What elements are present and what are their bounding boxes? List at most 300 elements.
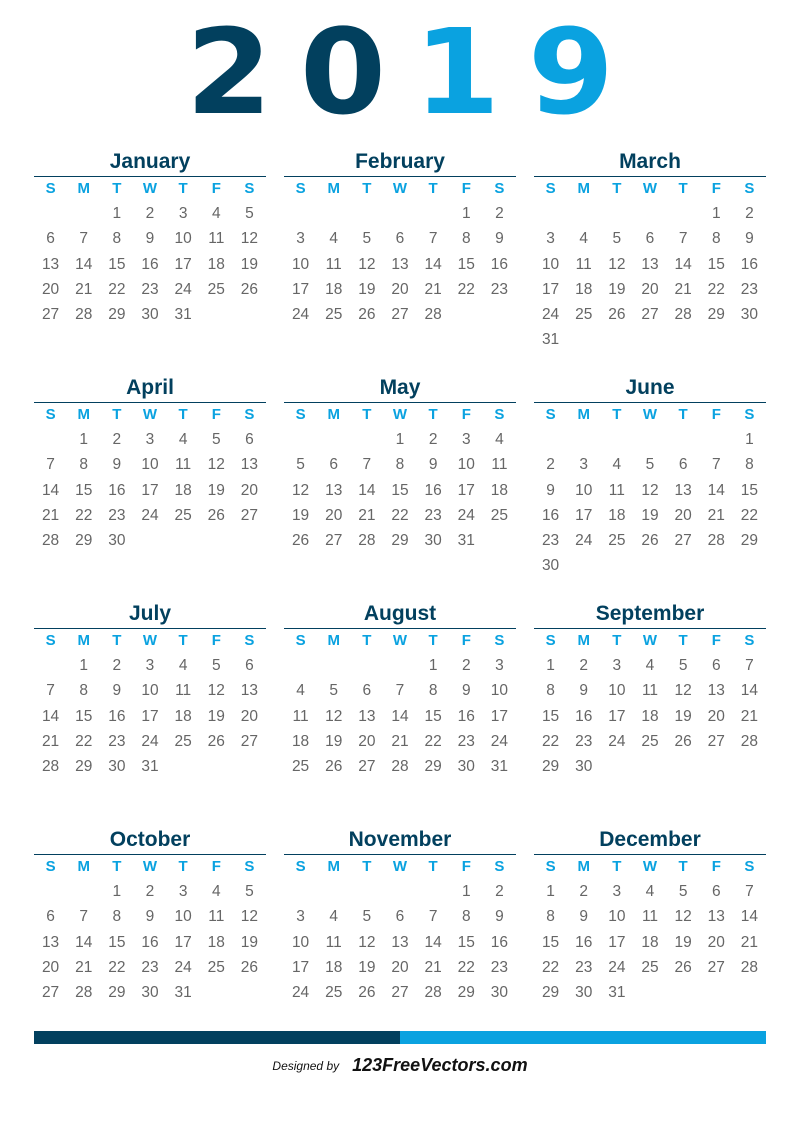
- weekday-header: [34, 177, 266, 201]
- empty-cell: [284, 653, 317, 678]
- weekday-label: W: [642, 180, 658, 197]
- weekday-label: M: [327, 858, 340, 875]
- day-cell: 18: [490, 481, 509, 499]
- month-block-november: [284, 826, 516, 1005]
- day-cell: 15: [541, 933, 560, 951]
- day-cell: 13: [41, 933, 60, 951]
- weekday-label: S: [545, 180, 556, 197]
- day-cell: 14: [674, 255, 692, 273]
- day-cell: 10: [541, 255, 560, 273]
- day-cell: 18: [174, 481, 192, 499]
- weekday-label: T: [678, 180, 688, 197]
- year-digit-1: 2: [185, 3, 273, 141]
- day-cell: 13: [641, 255, 659, 273]
- day-cell: 11: [641, 908, 659, 926]
- day-cell: 1: [461, 205, 471, 222]
- day-cell: 23: [575, 958, 593, 976]
- day-cell: 9: [579, 908, 589, 926]
- empty-cell: [67, 879, 100, 904]
- empty-cell: [34, 879, 67, 904]
- day-cell: 25: [174, 506, 192, 524]
- day-cell: 17: [575, 506, 593, 524]
- weekday-label: S: [45, 632, 56, 649]
- day-cell: 12: [641, 481, 659, 499]
- month-name: May: [379, 376, 421, 399]
- day-cell: 16: [108, 481, 126, 499]
- day-cell: 5: [329, 682, 339, 700]
- weekday-label: T: [178, 180, 188, 197]
- day-cell: 16: [740, 255, 759, 273]
- day-cell: 14: [391, 707, 409, 725]
- day-cell: 8: [79, 682, 89, 700]
- day-cell: 4: [329, 908, 339, 926]
- day-cell: 18: [291, 732, 310, 750]
- day-cell: 20: [707, 707, 725, 725]
- day-cell: 31: [490, 758, 509, 776]
- weekday-label: F: [461, 632, 471, 649]
- day-cell: 11: [608, 481, 625, 499]
- year-digit-2: 0: [299, 3, 387, 141]
- footer-color-bar: [34, 1031, 766, 1044]
- day-cell: 18: [207, 255, 225, 273]
- day-cell: 12: [240, 908, 259, 926]
- day-cell: 18: [608, 506, 626, 524]
- weekday-label: S: [45, 858, 56, 875]
- day-cell: 29: [541, 758, 560, 776]
- weekday-label: T: [362, 858, 372, 875]
- day-cell: 12: [325, 707, 343, 725]
- day-cell: 24: [291, 306, 310, 324]
- weekday-label: M: [77, 632, 90, 649]
- day-cell: 30: [108, 532, 126, 550]
- day-cell: 21: [740, 933, 759, 951]
- day-cell: 19: [207, 481, 225, 499]
- day-cell: 28: [41, 532, 60, 550]
- day-cell: 16: [490, 255, 509, 273]
- month-name: October: [109, 828, 191, 851]
- day-cell: 13: [391, 255, 409, 273]
- day-cell: 1: [79, 431, 89, 448]
- day-cell: 2: [112, 657, 122, 674]
- day-cell: 9: [495, 908, 504, 926]
- weekday-label: T: [112, 406, 122, 423]
- day-cell: 7: [395, 682, 405, 700]
- day-cell: 23: [575, 732, 593, 750]
- day-cell: 30: [740, 306, 759, 324]
- weekday-header: [34, 629, 266, 653]
- day-cell: 22: [391, 506, 409, 524]
- day-cell: 4: [178, 657, 188, 674]
- day-cell: 22: [457, 280, 475, 298]
- weekday-label: F: [211, 858, 221, 875]
- day-cell: 22: [541, 958, 560, 976]
- day-cell: 20: [674, 506, 692, 524]
- weekday-label: S: [545, 632, 556, 649]
- day-cell: 23: [108, 732, 126, 750]
- day-cell: 27: [391, 306, 409, 324]
- day-cell: 24: [174, 280, 192, 298]
- day-cell: 3: [461, 431, 471, 448]
- weekday-label: W: [392, 632, 408, 649]
- designer-credit: [0, 1052, 800, 1079]
- day-cell: 22: [75, 506, 93, 524]
- day-cell: 7: [711, 456, 721, 474]
- empty-cell: [667, 201, 700, 226]
- day-cell: 23: [490, 958, 509, 976]
- day-cell: 5: [678, 657, 688, 674]
- day-cell: 17: [608, 707, 626, 725]
- day-cell: 12: [291, 481, 310, 499]
- weekday-label: W: [142, 180, 158, 197]
- day-cell: 30: [141, 306, 159, 324]
- day-cell: 25: [325, 306, 343, 324]
- weekday-header: [284, 403, 516, 427]
- day-cell: 10: [174, 230, 192, 248]
- day-cell: 28: [75, 306, 93, 324]
- day-cell: 26: [240, 280, 259, 298]
- day-cell: 29: [75, 532, 93, 550]
- day-cell: 21: [41, 732, 60, 750]
- day-cell: 24: [174, 958, 192, 976]
- day-cell: 28: [358, 532, 376, 550]
- day-cell: 28: [75, 984, 93, 1002]
- day-cell: 21: [391, 732, 409, 750]
- weekday-label: M: [327, 180, 340, 197]
- day-cell: 5: [296, 456, 305, 474]
- day-cell: 12: [207, 682, 225, 700]
- weekday-label: S: [45, 406, 56, 423]
- weekday-label: T: [612, 406, 622, 423]
- day-grid: [284, 201, 516, 327]
- day-cell: 28: [424, 984, 442, 1002]
- weekday-label: F: [711, 632, 721, 649]
- day-cell: 19: [358, 280, 376, 298]
- day-cell: 11: [325, 255, 342, 273]
- day-cell: 27: [41, 984, 60, 1002]
- empty-cell: [317, 427, 350, 452]
- empty-cell: [633, 427, 666, 452]
- day-cell: 6: [711, 883, 721, 900]
- empty-cell: [317, 879, 350, 904]
- day-cell: 19: [358, 958, 376, 976]
- day-cell: 27: [358, 758, 376, 776]
- weekday-label: W: [642, 406, 658, 423]
- empty-cell: [417, 879, 450, 904]
- day-cell: 29: [740, 532, 759, 550]
- day-cell: 28: [707, 532, 725, 550]
- day-cell: 11: [325, 933, 342, 951]
- day-cell: 14: [75, 933, 93, 951]
- day-cell: 8: [395, 456, 405, 474]
- day-cell: 23: [141, 280, 159, 298]
- day-cell: 29: [707, 306, 725, 324]
- day-cell: 9: [579, 682, 589, 700]
- day-cell: 22: [740, 506, 759, 524]
- day-grid: [534, 879, 766, 1005]
- day-cell: 22: [75, 732, 93, 750]
- day-cell: 9: [745, 230, 754, 248]
- day-cell: 4: [612, 456, 622, 474]
- day-cell: 1: [112, 205, 122, 222]
- weekday-header: [284, 855, 516, 879]
- month-name: September: [595, 602, 705, 625]
- day-cell: 2: [546, 456, 555, 474]
- day-cell: 19: [207, 707, 225, 725]
- day-cell: 3: [612, 883, 622, 900]
- day-cell: 21: [75, 280, 93, 298]
- empty-cell: [383, 879, 416, 904]
- day-cell: 8: [711, 230, 721, 248]
- day-cell: 5: [362, 230, 372, 248]
- day-cell: 21: [75, 958, 93, 976]
- day-cell: 6: [245, 431, 254, 448]
- day-cell: 21: [424, 280, 442, 298]
- weekday-label: S: [244, 406, 255, 423]
- day-cell: 26: [674, 958, 692, 976]
- day-cell: 16: [541, 506, 560, 524]
- day-cell: 14: [740, 908, 759, 926]
- day-cell: 30: [108, 758, 126, 776]
- day-cell: 27: [674, 532, 692, 550]
- day-cell: 24: [575, 532, 593, 550]
- day-cell: 14: [707, 481, 725, 499]
- day-cell: 22: [457, 958, 475, 976]
- day-cell: 18: [325, 280, 343, 298]
- day-cell: 27: [41, 306, 60, 324]
- day-cell: 14: [41, 481, 60, 499]
- day-cell: 12: [608, 255, 626, 273]
- day-cell: 2: [112, 431, 122, 448]
- day-cell: 31: [174, 984, 192, 1002]
- day-cell: 28: [424, 306, 442, 324]
- day-cell: 8: [79, 456, 89, 474]
- empty-cell: [667, 427, 700, 452]
- day-cell: 25: [575, 306, 593, 324]
- day-cell: 23: [424, 506, 442, 524]
- day-cell: 26: [325, 758, 343, 776]
- day-cell: 11: [175, 682, 192, 700]
- day-cell: 10: [141, 682, 159, 700]
- day-grid: [284, 879, 516, 1005]
- day-cell: 6: [362, 682, 372, 700]
- weekday-label: T: [678, 632, 688, 649]
- day-cell: 6: [46, 230, 55, 248]
- day-cell: 22: [424, 732, 442, 750]
- day-cell: 24: [541, 306, 560, 324]
- day-cell: 18: [641, 707, 659, 725]
- day-cell: 23: [541, 532, 560, 550]
- day-cell: 16: [424, 481, 442, 499]
- day-cell: 20: [707, 933, 725, 951]
- weekday-label: S: [244, 858, 255, 875]
- day-cell: 6: [46, 908, 55, 926]
- day-cell: 31: [457, 532, 475, 550]
- day-cell: 16: [108, 707, 126, 725]
- empty-cell: [700, 427, 733, 452]
- weekday-header: [34, 855, 266, 879]
- day-cell: 29: [75, 758, 93, 776]
- weekday-label: S: [494, 180, 505, 197]
- day-cell: 22: [707, 280, 725, 298]
- day-grid: [534, 201, 766, 353]
- brand-name: 123FreeVectors.com: [352, 1055, 528, 1075]
- day-cell: 21: [424, 958, 442, 976]
- weekday-label: M: [77, 858, 90, 875]
- day-cell: 3: [612, 657, 622, 674]
- day-grid: [34, 427, 266, 553]
- weekday-label: F: [461, 180, 471, 197]
- day-cell: 30: [575, 984, 593, 1002]
- weekday-label: T: [362, 632, 372, 649]
- month-name: July: [128, 602, 172, 625]
- weekday-label: S: [744, 180, 755, 197]
- day-cell: 15: [391, 481, 409, 499]
- month-name: April: [126, 376, 174, 399]
- day-cell: 28: [740, 958, 759, 976]
- day-cell: 26: [674, 732, 692, 750]
- day-cell: 10: [608, 908, 626, 926]
- day-cell: 4: [211, 883, 221, 900]
- day-cell: 6: [645, 230, 655, 248]
- day-cell: 13: [391, 933, 409, 951]
- day-cell: 5: [612, 230, 622, 248]
- day-cell: 7: [46, 682, 55, 700]
- weekday-label: S: [494, 858, 505, 875]
- day-cell: 18: [641, 933, 659, 951]
- day-cell: 4: [645, 883, 655, 900]
- day-cell: 8: [745, 456, 754, 474]
- day-cell: 10: [141, 456, 159, 474]
- day-cell: 8: [428, 682, 438, 700]
- day-cell: 3: [546, 230, 555, 248]
- day-cell: 15: [108, 933, 126, 951]
- day-cell: 19: [291, 506, 310, 524]
- day-cell: 23: [141, 958, 159, 976]
- day-cell: 2: [745, 205, 754, 222]
- day-cell: 17: [174, 255, 192, 273]
- day-cell: 17: [291, 958, 310, 976]
- weekday-label: T: [612, 632, 622, 649]
- empty-cell: [600, 427, 633, 452]
- weekday-header: [534, 177, 766, 201]
- day-cell: 1: [711, 205, 721, 222]
- weekday-label: S: [545, 406, 556, 423]
- weekday-label: T: [428, 180, 438, 197]
- day-cell: 30: [424, 532, 442, 550]
- day-cell: 19: [608, 280, 626, 298]
- day-cell: 11: [208, 908, 225, 926]
- weekday-label: S: [545, 858, 556, 875]
- month-name: December: [599, 828, 701, 851]
- day-cell: 7: [428, 230, 438, 248]
- day-cell: 28: [391, 758, 409, 776]
- day-cell: 27: [240, 732, 259, 750]
- day-cell: 1: [395, 431, 405, 448]
- day-cell: 17: [141, 707, 159, 725]
- day-cell: 26: [641, 532, 659, 550]
- day-cell: 13: [674, 481, 692, 499]
- day-cell: 19: [674, 707, 692, 725]
- day-cell: 27: [707, 732, 725, 750]
- day-cell: 9: [461, 682, 471, 700]
- empty-cell: [284, 201, 317, 226]
- day-cell: 31: [141, 758, 159, 776]
- weekday-label: W: [642, 858, 658, 875]
- day-grid: [534, 653, 766, 779]
- empty-cell: [567, 427, 600, 452]
- day-cell: 10: [608, 682, 626, 700]
- empty-cell: [567, 201, 600, 226]
- day-cell: 24: [141, 506, 159, 524]
- day-cell: 1: [745, 431, 754, 448]
- day-cell: 14: [75, 255, 93, 273]
- empty-cell: [350, 653, 383, 678]
- day-cell: 9: [112, 456, 122, 474]
- day-cell: 26: [207, 732, 225, 750]
- day-cell: 20: [641, 280, 659, 298]
- day-cell: 4: [495, 431, 504, 448]
- day-cell: 13: [707, 682, 725, 700]
- day-cell: 8: [112, 908, 122, 926]
- day-grid: [34, 201, 266, 327]
- day-cell: 14: [424, 933, 442, 951]
- day-cell: 15: [75, 481, 93, 499]
- day-cell: 24: [141, 732, 159, 750]
- day-grid: [534, 427, 766, 579]
- day-cell: 2: [428, 431, 438, 448]
- day-cell: 30: [457, 758, 475, 776]
- weekday-label: M: [327, 632, 340, 649]
- weekday-header: [284, 629, 516, 653]
- day-cell: 5: [645, 456, 655, 474]
- weekday-label: W: [392, 180, 408, 197]
- footer-bar-dark: [34, 1031, 400, 1044]
- weekday-header: [534, 629, 766, 653]
- day-cell: 16: [490, 933, 509, 951]
- day-cell: 10: [291, 255, 310, 273]
- weekday-label: T: [428, 632, 438, 649]
- month-block-september: [534, 600, 766, 779]
- day-cell: 15: [707, 255, 725, 273]
- empty-cell: [383, 201, 416, 226]
- empty-cell: [534, 427, 567, 452]
- day-cell: 19: [641, 506, 659, 524]
- day-cell: 5: [362, 908, 372, 926]
- day-cell: 8: [546, 908, 555, 926]
- weekday-label: T: [678, 858, 688, 875]
- day-cell: 28: [740, 732, 759, 750]
- day-cell: 24: [608, 732, 626, 750]
- day-cell: 21: [674, 280, 692, 298]
- day-cell: 24: [291, 984, 310, 1002]
- weekday-label: F: [211, 180, 221, 197]
- weekday-label: W: [642, 632, 658, 649]
- weekday-label: T: [428, 858, 438, 875]
- day-cell: 17: [141, 481, 159, 499]
- weekday-label: F: [211, 632, 221, 649]
- weekday-label: T: [612, 858, 622, 875]
- weekday-label: S: [295, 180, 306, 197]
- day-cell: 15: [457, 255, 475, 273]
- month-block-june: [534, 374, 766, 579]
- day-cell: 7: [745, 883, 754, 900]
- weekday-label: T: [112, 858, 122, 875]
- weekday-label: M: [577, 632, 590, 649]
- weekday-label: W: [142, 406, 158, 423]
- day-cell: 29: [457, 984, 475, 1002]
- day-cell: 3: [296, 230, 305, 248]
- designed-by-label: Designed by: [272, 1059, 340, 1073]
